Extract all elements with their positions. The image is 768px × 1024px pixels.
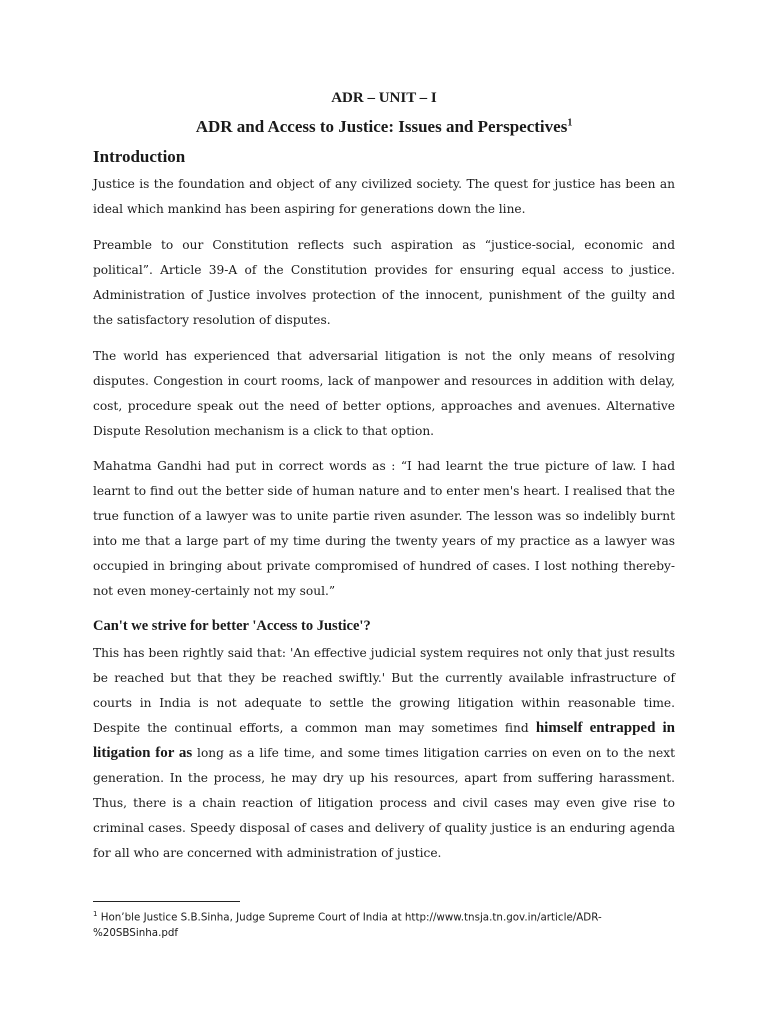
footnote-separator bbox=[93, 901, 240, 902]
paragraph-4: Mahatma Gandhi had put in correct words as : “I had learnt the true picture of law. I had learnt to find out the better side of human nature and to enter men's heart. I realised that the true function of a lawyer was to unite partie riven asunder. The lesson was so indelibly burnt into me that a large part of my time during the twenty years of my practice as a lawyer was occupied in bringing about private compromised of hundred of cases. I lost nothing thereby-not even money-certainly not my soul.” bbox=[93, 459, 675, 598]
title-footnote-mark: 1 bbox=[567, 117, 573, 129]
unit-heading: ADR – UNIT – I bbox=[331, 90, 437, 106]
paragraph-5 bbox=[93, 641, 675, 866]
footnote bbox=[93, 906, 653, 941]
footnote-text: Hon’ble Justice S.B.Sinha, Judge Supreme Court of India at http://www.tnsja.tn.gov.in/article/ADR-%20SBSinha.pdf bbox=[93, 911, 602, 940]
paragraph-2: Preamble to our Constitution reflects such aspiration as “justice-social, economic and political”. Article 39-A of the Constitution provides for ensuring equal access to justice. Administration of Justice involves protection of the innocent, punishment of the guilty and the satisfactory resolution of disputes. bbox=[93, 238, 675, 327]
footnote-mark: 1 bbox=[93, 910, 98, 918]
paragraph-3: The world has experienced that adversarial litigation is not the only means of resolving disputes. Congestion in court rooms, lack of manpower and resources in addition with delay, cost, procedure speak out the need of better options, approaches and avenues. Alternative Dispute Resolution mechanism is a click to that option. bbox=[93, 349, 675, 438]
paragraph-1: Justice is the foundation and object of any civilized society. The quest for justice has been an ideal which mankind has been aspiring for generations down the line. bbox=[93, 177, 675, 216]
paragraph-5-part-2: long as a life time, and some times litigation carries on even on to the next generation. In the process, he may dry up his resources, apart from suffering harassment. Thus, there is a chain reaction of litigation process and civil cases may even give rise to criminal cases. Speedy disposal of cases and delivery of quality justice is an enduring agenda for all who are concerned with administration of justice. bbox=[93, 746, 675, 860]
title-text: ADR and Access to Justice: Issues and Perspectives bbox=[195, 117, 568, 136]
document-title bbox=[0, 117, 768, 137]
paragraph-5-emphasis: himself entrapped in litigation for as bbox=[93, 720, 675, 761]
section-heading-introduction: Introduction bbox=[93, 147, 186, 166]
paragraph-5-part-1: This has been rightly said that: 'An effective judicial system requires not only that just results be reached but that they be reached swiftly.' But the currently available infrastructure of courts in India is not adequate to settle the growing litigation within reasonable time. Despite the continual efforts, a common man may sometimes find bbox=[93, 646, 675, 735]
subheading-access-to-justice: Can't we strive for better 'Access to Justice'? bbox=[93, 618, 371, 634]
